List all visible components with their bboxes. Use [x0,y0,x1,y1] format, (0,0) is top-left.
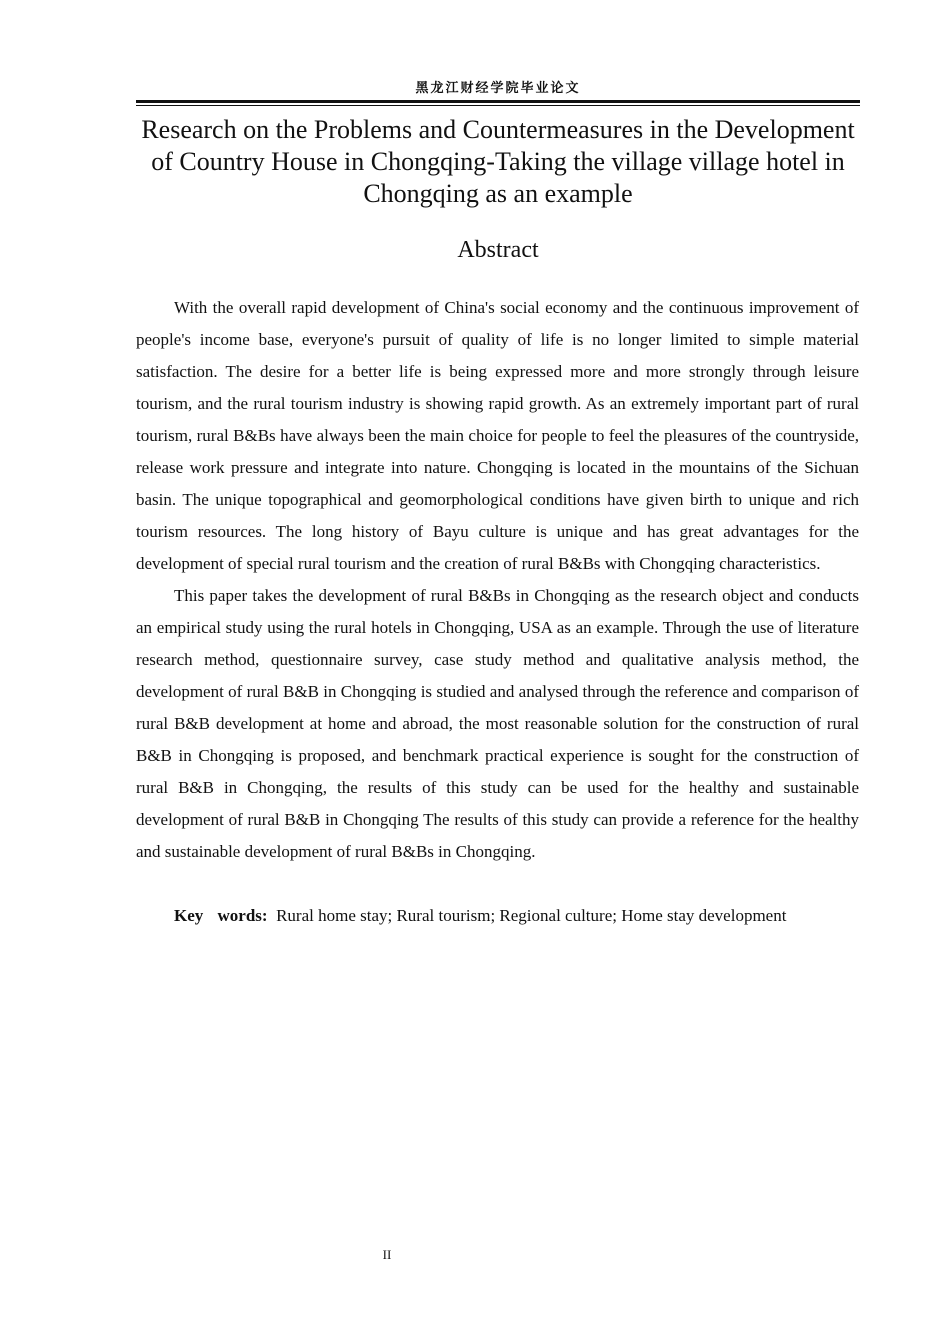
abstract-body [136,292,859,932]
abstract-paragraph-2: This paper takes the development of rural B&Bs in Chongqing as the research object and conducts an empirical study using the rural hotels in Chongqing, USA as an example. Through the use of literature research method, questionnaire survey, case study method and qualitative analysis method, the development of rural B&B in Chongqing is studied and analysed through the reference and comparison of rural B&B development at home and abroad, the most reasonable solution for the construction of rural B&B in Chongqing is proposed, and benchmark practical experience is sought for the construction of rural B&B in Chongqing, the results of this study can be used for the healthy and sustainable development of rural B&B in Chongqing The results of this study can provide a reference for the healthy and sustainable development of rural B&Bs in Chongqing. [136,586,859,861]
keywords-line [136,900,859,932]
keywords-list: Rural home stay; Rural tourism; Regional culture; Home stay development [276,906,787,925]
running-header: 黑龙江财经学院毕业论文 [415,81,581,96]
page-number: II [382,1247,392,1262]
keywords-label: Key words: [174,906,268,925]
header-rule-thick [136,100,860,103]
abstract-heading: Abstract [457,237,539,263]
header-rule-thin [136,105,860,106]
paper-title: Research on the Problems and Countermeasures in the Development of Country House in Chongqing-Taking the village village hotel in Chongqing as an example [141,115,855,208]
abstract-paragraph-1: With the overall rapid development of China's social economy and the continuous improvement of people's income base, everyone's pursuit of quality of life is no longer limited to simple material satisfaction. The desire for a better life is being expressed more and more strongly through leisure tourism, and the rural tourism industry is showing rapid growth. As an extremely important part of rural tourism, rural B&Bs have always been the main choice for people to feel the pleasures of the countryside, release work pressure and integrate into nature. Chongqing is located in the mountains of the Sichuan basin. The unique topographical and geomorphological conditions have given birth to unique and rich tourism resources. The long history of Bayu culture is unique and has great advantages for the development of special rural tourism and the creation of rural B&Bs with Chongqing characteristics. [136,298,859,573]
